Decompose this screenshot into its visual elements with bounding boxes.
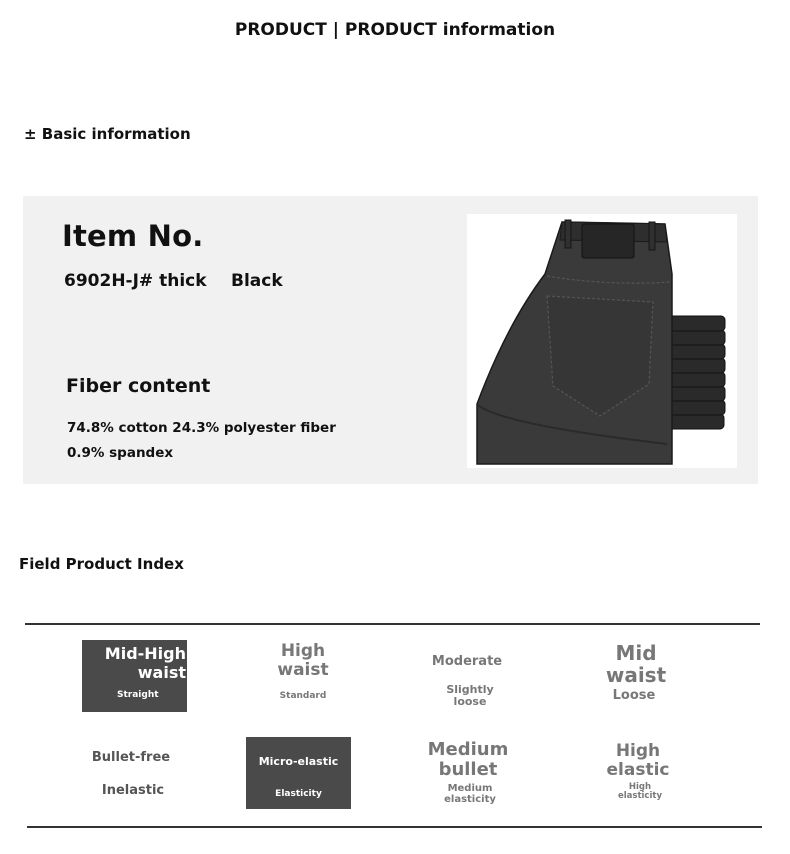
high-elasticity-label: High elasticity: [617, 782, 662, 802]
mid-high-waist-label: Mid-High waist: [104, 644, 186, 683]
jeans-illustration: [467, 214, 737, 468]
field-index-heading: Field Product Index: [19, 555, 184, 573]
divider-top: [25, 623, 760, 625]
medium-elasticity-label: Medium elasticity: [444, 783, 496, 805]
index-mid-high-waist-selected: [82, 640, 187, 712]
straight-label: Straight: [117, 690, 159, 700]
fiber-content-line-1: 74.8% cotton 24.3% polyester fiber: [67, 420, 336, 436]
item-no-label: Item No.: [62, 219, 204, 253]
inelastic-label: Inelastic: [101, 783, 165, 798]
loose-label: Loose: [612, 688, 656, 703]
item-color: Black: [231, 271, 283, 291]
medium-bullet-label: Medium bullet: [427, 739, 509, 780]
fiber-content-line-2: 0.9% spandex: [67, 445, 174, 461]
basic-info-heading: ± Basic information: [24, 125, 191, 143]
bullet-free-label: Bullet-free: [91, 750, 171, 765]
index-micro-elastic-selected: [246, 737, 351, 809]
mid-waist-label: Mid waist: [605, 641, 667, 687]
divider-bottom: [27, 826, 762, 828]
standard-label: Standard: [279, 691, 327, 701]
fiber-content-label: Fiber content: [66, 375, 211, 397]
product-photo: [467, 214, 737, 468]
micro-elastic-label: Micro-elastic: [258, 755, 339, 768]
high-elastic-label: High elastic: [606, 741, 670, 780]
moderate-label: Moderate: [431, 654, 503, 669]
page-title: PRODUCT | PRODUCT information: [234, 20, 556, 40]
high-waist-label: High waist: [277, 641, 329, 680]
item-model: 6902H-J# thick: [64, 271, 207, 291]
elasticity-label: Elasticity: [275, 789, 322, 799]
slightly-loose-label: Slightly loose: [446, 683, 494, 709]
